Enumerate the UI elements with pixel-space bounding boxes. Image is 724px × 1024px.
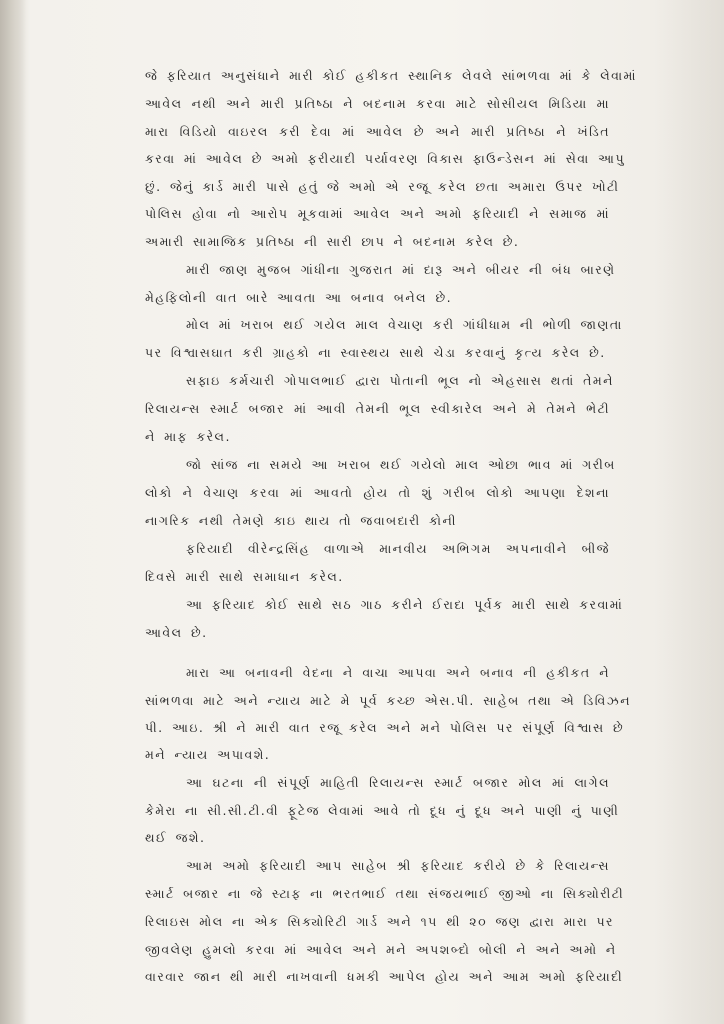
text-line: વારવાર જાન થી મારી નાખવાની ધમકી આપેલ હોય અને આમ અમો ફરિયાદી — [145, 969, 624, 984]
text-line: સફાઇ કર્મચારી ગોપાલભાઈ દ્વારા પોતાની ભૂલ નો એહસાસ થતાં તેમને — [186, 373, 614, 388]
text-line: સ્માર્ટ બજાર ના જે સ્ટાફ ના ભરતભાઈ તથા સંજયભાઈ જીઓ ના સિક્યોરીટી — [145, 886, 625, 901]
text-line: છું. જેનું કાર્ડ મારી પાસે હતું જે અમો એ રજૂ કરેલ છતા અમારા ઉપર ખોટી — [145, 179, 620, 194]
text-line: થઈ જશે. — [145, 830, 206, 845]
text-line: પર વિશ્વાસઘાત કરી ગ્રાહકો ના સ્વાસ્થય સાથે ચેડા કરવાનું કૃત્ય કરેલ છે. — [145, 345, 606, 360]
text-line: આ ફરિયાદ કોઈ સાથે સઠ ગાઠ કરીને ઈરાદા પૂર્વક મારી સાથે કરવામાં — [186, 597, 624, 612]
text-line: મોલ માં ખરાબ થઈ ગયેલ માલ વેચાણ કરી ગાંધીધામ ની ભોળી જાણતા — [186, 317, 623, 332]
text-line: રિલાઇસ મોલ ના એક સિક્યોરિટી ગાર્ડ અને ૧૫ થી ૨૦ જણ દ્વારા મારા પર — [145, 914, 614, 929]
text-line: આવેલ છે. — [145, 625, 208, 640]
text-line: લોકો ને વેચાણ કરવા માં આવતો હોય તો શું ગરીબ લોકો આપણા દેશના — [145, 485, 610, 500]
text-line: જો સાંજ ના સમયે આ ખરાબ થઈ ગયેલો માલ ઓછા ભાવ માં ગરીબ — [186, 457, 616, 472]
text-line: મારા આ બનાવની વેદના ને વાચા આપવા અને બનાવ ની હકીકત ને — [186, 665, 610, 680]
text-line: મારા વિડિયો વાઇરલ કરી દેવા માં આવેલ છે અને મારી પ્રતિષ્ઠા ને ખંડિત — [145, 124, 610, 139]
text-line: મારી જાણ મુજબ ગાંધીના ગુજરાત માં દારૂ અને બીયર ની બંધ બારણે — [186, 262, 616, 277]
text-line: મને ન્યાય અપાવશે. — [145, 747, 271, 762]
text-line: રિલાયન્સ સ્માર્ટ બજાર માં આવી તેમની ભૂલ સ્વીકારેલ અને મે તેમને ભેટી — [145, 401, 610, 416]
page-fold-shadow — [0, 0, 26, 1024]
text-line: કેમેરા ના સી.સી.ટી.વી ફૂટેજ લેવામાં આવે તો દૂધ નું દૂધ અને પાણી નું પાણી — [145, 803, 620, 818]
text-line: સાંભળવા માટે અને ન્યાય માટે મે પૂર્વ કચ્છ એસ.પી. સાહેબ તથા એ ડિવિઝન — [145, 693, 631, 708]
text-line: ને માફ કરેલ. — [145, 429, 231, 444]
text-line: જે ફરિયાત અનુસંધાને મારી કોઈ હકીકત સ્થાનિક લેવલે સાંભળવા માં કે લેવામાં — [145, 68, 637, 83]
text-line: ફરિયાદી વીરેન્દ્રસિંહ વાળાએ માનવીય અભિગમ અપનાવીને બીજે — [186, 541, 610, 556]
text-line: અમારી સામાજિક પ્રતિષ્ઠા ની સારી છાપ ને બદનામ કરેલ છે. — [145, 234, 520, 249]
text-line: આ ઘટના ની સંપૂર્ણ માહિતી રિલાયન્સ સ્માર્ટ બજાર મોલ માં લાગેલ — [186, 775, 610, 790]
text-line: પોલિસ હોવા નો આરોપ મૂકવામાં આવેલ અને અમો ફરિયાદી ને સમાજ માં — [145, 206, 610, 221]
text-line: આવેલ નથી અને મારી પ્રતિષ્ઠા ને બદનામ કરવા માટે સોસીયલ મિડિયા મા — [145, 96, 610, 111]
text-line: જીવલેણ હુમલો કરવા માં આવેલ અને મને અપશબ્દો બોલી ને અને અમો ને — [145, 942, 617, 957]
text-line: આમ અમો ફરિયાદી આપ સાહેબ શ્રી ફરિયાદ કરીયે છે કે રિલાયન્સ — [186, 858, 610, 873]
text-line: કરવા માં આવેલ છે અમો ફરીયાદી પર્યાવરણ વિકાસ ફાઉન્ડેસન માં સેવા આપુ — [145, 151, 626, 166]
text-line: દિવસે મારી સાથે સમાધાન કરેલ. — [145, 569, 344, 584]
text-line: નાગરિક નથી તેમણે કાઇ થાય તો જવાબદારી કોની — [145, 513, 457, 528]
text-line: પી. આઇ. શ્રી ને મારી વાત રજૂ કરેલ અને મને પોલિસ પર સંપૂર્ણ વિશ્વાસ છે — [145, 720, 625, 735]
page-edge-shade — [654, 0, 724, 1024]
text-line: મેહફિલોની વાત બારે આવતા આ બનાવ બનેલ છે. — [145, 290, 453, 305]
